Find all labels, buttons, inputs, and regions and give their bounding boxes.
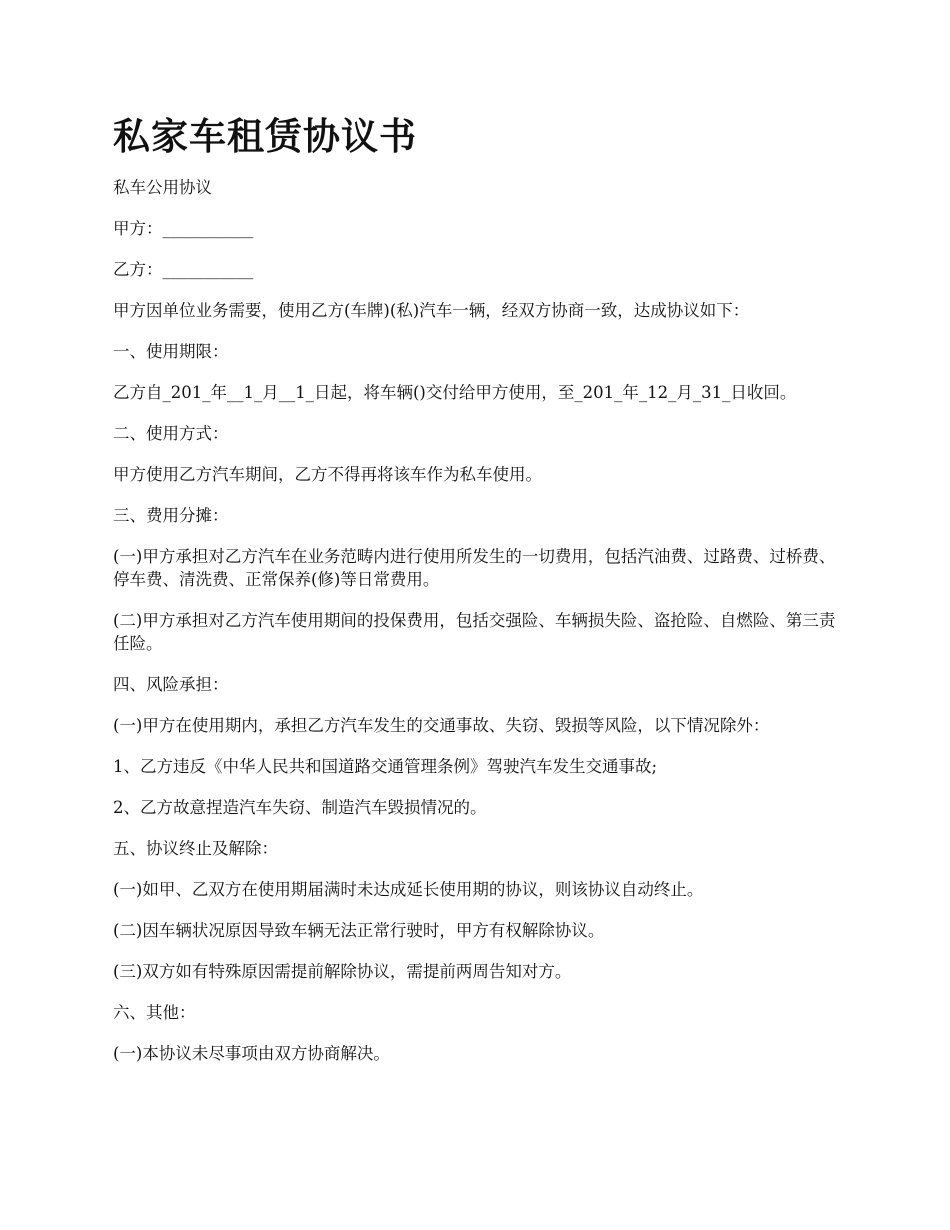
- paragraph-usage: 甲方使用乙方汽车期间，乙方不得再将该车作为私车使用。: [113, 465, 542, 484]
- document-title: 私家车租赁协议书: [113, 114, 417, 158]
- document-body: [113, 176, 848, 1065]
- paragraph-risk-exception-1: 1、乙方违反《中华人民共和国道路交通管理条例》驾驶汽车发生交通事故;: [113, 757, 658, 776]
- paragraph-intro: 甲方因单位业务需要，使用乙方(车牌)(私)汽车一辆，经双方协商一致，达成协议如下：: [113, 301, 750, 320]
- paragraph-termination-3: (三)双方如有特殊原因需提前解除协议，需提前两周告知对方。: [113, 962, 572, 981]
- paragraph-costs-2: (二)甲方承担对乙方汽车使用期间的投保费用，包括交强险、车辆损失险、盗抢险、自燃险、第三责任险。: [113, 611, 836, 653]
- section-heading-costs: 三、费用分摊：: [113, 506, 229, 525]
- section-heading-other: 六、其他：: [113, 1003, 196, 1022]
- paragraph-costs-1: (一)甲方承担对乙方汽车在业务范畴内进行使用所发生的一切费用，包括汽油费、过路费、过桥费、停车费、清洗费、正常保养(修)等日常费用。: [113, 547, 836, 589]
- paragraph-party-a: 甲方：___________: [113, 219, 254, 238]
- paragraph-party-b: 乙方：___________: [113, 260, 254, 279]
- paragraph-termination-1: (一)如甲、乙双方在使用期届满时未达成延长使用期的协议，则该协议自动终止。: [113, 880, 704, 899]
- paragraph-risk-exception-2: 2、乙方故意捏造汽车失窃、制造汽车毁损情况的。: [113, 798, 487, 817]
- section-heading-termination: 五、协议终止及解除：: [113, 839, 278, 858]
- paragraph-risk-1: (一)甲方在使用期内，承担乙方汽车发生的交通事故、失窃、毁损等风险，以下情况除外：: [113, 716, 770, 735]
- document-page: [113, 108, 848, 1083]
- section-heading-usage: 二、使用方式：: [113, 424, 229, 443]
- section-heading-term: 一、使用期限：: [113, 342, 229, 361]
- paragraph-subtitle: 私车公用协议: [113, 178, 212, 197]
- paragraph-termination-2: (二)因车辆状况原因导致车辆无法正常行驶时，甲方有权解除协议。: [113, 921, 605, 940]
- section-heading-risk: 四、风险承担：: [113, 675, 229, 694]
- paragraph-term: 乙方自_201_年__1_月__1_日起，将车辆()交付给甲方使用，至_201_年_12_月_31_日收回。: [113, 383, 797, 402]
- paragraph-other-1: (一)本协议未尽事项由双方协商解决。: [113, 1044, 390, 1063]
